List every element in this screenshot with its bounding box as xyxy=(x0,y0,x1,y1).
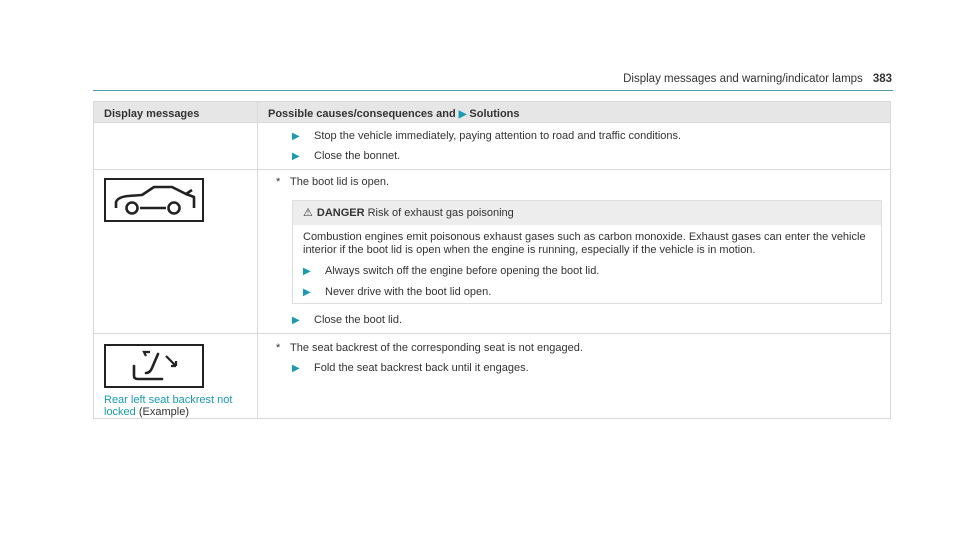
table-cell xyxy=(94,170,258,334)
play-arrow-icon: ▶ xyxy=(292,151,300,162)
play-arrow-icon: ▶ xyxy=(303,266,311,277)
play-arrow-icon: ▶ xyxy=(292,131,300,142)
col-display-messages: Display messages xyxy=(94,102,258,123)
table-row xyxy=(94,170,891,334)
header-title: Display messages and warning/indicator lamps xyxy=(623,73,863,85)
danger-body: Combustion engines emit poisonous exhaust gases such as carbon monoxide. Exhaust gases can enter the vehicle interior if the boot lid is open when the engine is running, especially if the vehicle is in motion. ▶ Always switch off the engine before opening the boot lid. ▶ Never drive with the boot lid open. xyxy=(293,225,881,303)
car-boot-open-icon xyxy=(104,178,204,222)
header-divider xyxy=(93,90,893,91)
table-row xyxy=(94,334,891,419)
list-item: ▶ Close the bonnet. xyxy=(292,150,401,162)
table-cell-empty xyxy=(94,123,258,170)
list-item: ▶ Fold the seat backrest back until it engages. xyxy=(292,362,529,374)
list-item: ▶ Never drive with the boot lid open. xyxy=(303,286,492,298)
table-cell xyxy=(258,334,891,419)
warning-triangle-icon: ⚠ xyxy=(303,207,313,219)
messages-table xyxy=(93,101,891,419)
play-arrow-icon: ▶ xyxy=(458,109,467,120)
list-item: ▶ Stop the vehicle immediately, paying attention to road and traffic conditions. xyxy=(292,130,682,142)
list-item: ▶ Always switch off the engine before opening the boot lid. xyxy=(303,265,600,277)
table-cell xyxy=(258,123,891,170)
note: * The seat backrest of the corresponding seat is not engaged. xyxy=(276,342,583,354)
col-causes-solutions: Possible causes/consequences and ▶ Solutions xyxy=(258,102,891,123)
caption-suffix: (Example) xyxy=(138,406,189,418)
danger-box xyxy=(292,200,882,304)
note: * The boot lid is open. xyxy=(276,176,390,188)
list-item: ▶ Close the boot lid. xyxy=(292,314,403,326)
play-arrow-icon: ▶ xyxy=(292,315,300,326)
page-header xyxy=(623,73,892,85)
table-header-row xyxy=(94,102,891,123)
table-row xyxy=(94,123,891,170)
page-number: 383 xyxy=(872,73,892,85)
play-arrow-icon: ▶ xyxy=(303,287,311,298)
seat-backrest-icon xyxy=(104,344,204,388)
table-cell xyxy=(258,170,891,334)
message-caption xyxy=(104,394,257,418)
table-cell xyxy=(94,334,258,419)
play-arrow-icon: ▶ xyxy=(292,363,300,374)
caption-link[interactable]: Rear left seat backrest not locked xyxy=(104,394,233,418)
danger-header: ⚠ DANGER Risk of exhaust gas poisoning xyxy=(293,201,881,225)
